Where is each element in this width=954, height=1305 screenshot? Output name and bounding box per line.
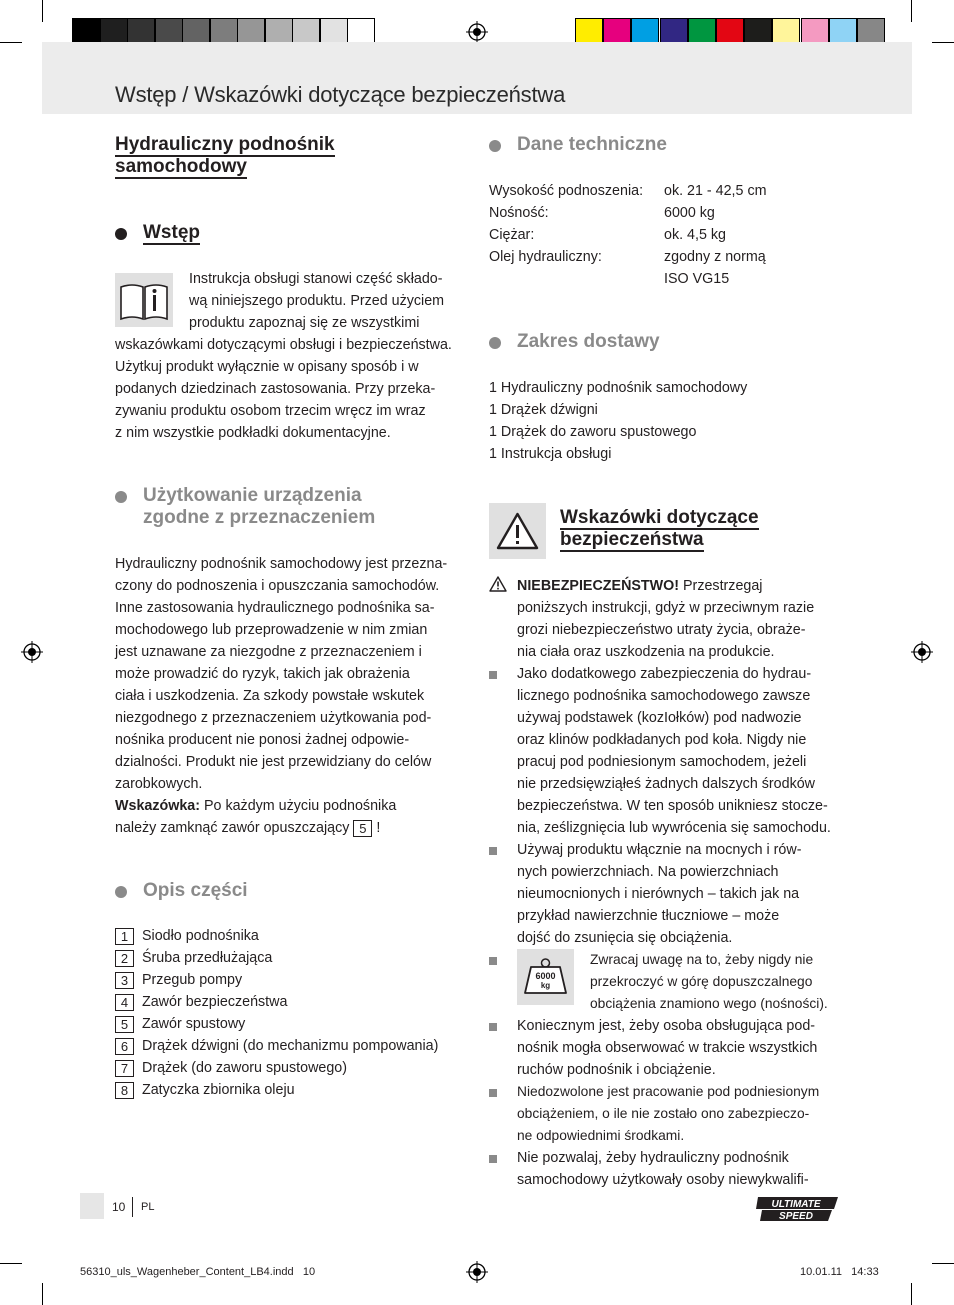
usage-heading-line1: Użytkowanie urządzenia <box>143 485 362 506</box>
usage-line: jest uznawane za niezgodne z przeznaczeniem i <box>115 644 422 660</box>
usage-note <box>115 817 380 839</box>
registration-mark-icon <box>466 21 488 43</box>
tech-label: Olej hydrauliczny: <box>489 249 602 265</box>
crop-mark <box>911 1283 912 1305</box>
bullet-dot-icon <box>115 491 127 503</box>
safety-bullet-line: ne odpowiednimi środkami. <box>517 1128 685 1143</box>
tech-value: ok. 21 - 42,5 cm <box>664 183 767 199</box>
tech-label: Ciężar: <box>489 227 535 243</box>
page-number-box <box>80 1193 104 1219</box>
safety-bullet-line: nieumocnionych i nierównych – takich jak na <box>517 886 800 902</box>
tech-heading-text: Dane techniczne <box>517 134 667 155</box>
safety-bullet-line: nia, ześlizgnięcia lub wywrócenia się samochodu. <box>517 820 831 836</box>
safety-bullet-line: Koniecznym jest, żeby osoba obsługująca pod- <box>517 1018 816 1034</box>
crop-mark <box>0 42 22 43</box>
intro-line: wskazówkami dotyczącymi obsługi i bezpieczeństwa. <box>115 337 452 353</box>
usage-line: czony do podnoszenia i opuszczania samochodów. <box>115 578 440 594</box>
safety-bullet-line: Nie pozwalaj, żeby hydrauliczny podnośnik <box>517 1150 789 1166</box>
safety-bullet-line: dojść do zsunięcia się obciążenia. <box>517 930 733 946</box>
part-number-box: 5 <box>353 820 372 837</box>
registration-mark-icon <box>466 1261 488 1283</box>
intro-line: Użytkuj produkt wyłącznie w opisany sposób i w <box>115 359 419 375</box>
usage-heading-line2: zgodne z przeznaczeniem <box>143 507 376 528</box>
logo-word-speed: SPEED <box>779 1211 813 1222</box>
safety-bullet-line: obciążeniem, o ile nie zostało ono zabezpieczo- <box>517 1106 810 1121</box>
part-number-box: 4 <box>115 994 134 1011</box>
intro-heading-text: Wstęp <box>143 222 200 243</box>
square-bullet-icon <box>489 671 497 679</box>
safety-bullet-line: pracuj pod podniesionym samochodem, jeżeli <box>517 754 807 770</box>
main-title-line1: Hydrauliczny podnośnik <box>115 134 335 155</box>
print-date: 10.01.11 14:33 <box>800 1266 879 1278</box>
part-label: Drążek dźwigni (do mechanizmu pompowania) <box>142 1038 439 1054</box>
usage-line: Inne zastosowania hydraulicznego podnośnika sa- <box>115 600 435 616</box>
part-number-box: 1 <box>115 928 134 945</box>
manual-info-icon <box>115 273 173 327</box>
square-bullet-icon <box>489 1089 497 1097</box>
danger-line <box>517 575 762 597</box>
crop-mark <box>42 1283 43 1305</box>
part-label: Zatyczka zbiornika oleju <box>142 1082 295 1098</box>
usage-line: zarobkowych. <box>115 776 203 792</box>
part-item <box>115 1013 245 1035</box>
safety-bullet-line: używaj podstawek (kozIołków) pod nadwozie <box>517 710 802 726</box>
part-item <box>115 947 272 969</box>
note-text: Po każdym użyciu podnośnika <box>200 798 397 814</box>
logo-word-ultimate: ULTIMATE <box>771 1199 821 1210</box>
part-item <box>115 925 259 947</box>
safety-bullet-line: nie przedsięwziąłeś żadnych dalszych środków <box>517 776 815 792</box>
safety-bullet-line: przekroczyć w górę dopuszczalnego <box>590 974 813 989</box>
usage-line: dzialności. Produkt nie jest przewidziany do celów <box>115 754 432 770</box>
part-item <box>115 1057 347 1079</box>
part-label: Zawór bezpieczeństwa <box>142 994 288 1010</box>
safety-bullet-line: samochodowy użytkowały osoby niewykwalifi- <box>517 1172 809 1188</box>
square-bullet-icon <box>489 957 497 965</box>
part-number-box: 3 <box>115 972 134 989</box>
part-label: Przegub pompy <box>142 972 243 988</box>
registration-mark-icon <box>21 641 43 663</box>
danger-line: grozi niebezpieczeństwo utraty życia, obraże- <box>517 622 806 638</box>
part-item <box>115 991 287 1013</box>
crop-mark <box>932 1263 954 1264</box>
warning-triangle-icon <box>489 503 546 559</box>
main-title-line2: samochodowy <box>115 156 247 177</box>
intro-line: wą niniejszego produktu. Przed użyciem <box>189 293 445 309</box>
intro-line: Instrukcja obsługi stanowi część składo- <box>189 271 443 287</box>
part-number-box: 5 <box>115 1016 134 1033</box>
max-load-weight-icon <box>517 949 574 1005</box>
danger-line: poniższych instrukcji, gdyż w przeciwnym razie <box>517 600 815 616</box>
square-bullet-icon <box>489 847 497 855</box>
square-bullet-icon <box>489 1155 497 1163</box>
note-text: należy zamknąć zawór opuszczający <box>115 820 354 836</box>
safety-bullet-line: nośnik mogła obserwować w trakcie wszystkich <box>517 1040 818 1056</box>
danger-text: Przestrzegaj <box>679 578 763 594</box>
note-label: Wskazówka: <box>115 798 201 814</box>
intro-line: z nim wszystkie podkładki dokumentacyjne. <box>115 425 391 441</box>
crop-mark <box>0 1263 22 1264</box>
delivery-item: 1 Drążek do zaworu spustowego <box>489 424 697 440</box>
safety-bullet-line: Zwracaj uwagę na to, żeby nigdy nie <box>590 952 814 967</box>
part-number-box: 7 <box>115 1060 134 1077</box>
safety-bullet-line: ruchów podnośnik i obciążenie. <box>517 1062 716 1078</box>
weight-icon-unit: kg <box>540 981 551 990</box>
tech-label: Nośność: <box>489 205 549 221</box>
usage-line: nośnika producent nie ponosi żadnej odpowie- <box>115 732 410 748</box>
bullet-dot-icon <box>489 140 501 152</box>
safety-bullet-line: oraz klinów podkładanych pod koła. Nigdy nie <box>517 732 807 748</box>
part-number-box: 2 <box>115 950 134 967</box>
usage-note <box>115 795 396 817</box>
tech-value: 6000 kg <box>664 205 715 221</box>
page-number: 10 <box>112 1200 126 1214</box>
safety-bullet-line: obciążenia znamiono wego (nośności). <box>590 996 828 1011</box>
safety-heading-line1: Wskazówki dotyczące <box>560 507 759 528</box>
bullet-dot-icon <box>115 228 127 240</box>
safety-bullet-line: przykład nawierzchnie tłuczniowe – może <box>517 908 780 924</box>
safety-heading <box>560 507 759 551</box>
intro-line: zywaniu produktu osobom trzecim wręcz im wraz <box>115 403 426 419</box>
weight-icon-text: 6000 <box>535 971 556 981</box>
danger-line: nia ciała oraz uszkodzenia na produkcie. <box>517 644 775 660</box>
warning-small-icon <box>489 576 507 592</box>
crop-mark <box>42 0 43 22</box>
safety-bullet-line: Niedozwolone jest pracowanie pod podniesionym <box>517 1084 820 1099</box>
part-label: Zawór spustowy <box>142 1016 246 1032</box>
part-item <box>115 1079 295 1101</box>
usage-line: może prowadzić do ryzyk, takich jak obrażenia <box>115 666 410 682</box>
safety-heading-line2: bezpieczeństwa <box>560 529 704 550</box>
part-item <box>115 969 242 991</box>
part-number-box: 8 <box>115 1082 134 1099</box>
tech-label: Wysokość podnoszenia: <box>489 183 644 199</box>
intro-line: podanych dziedzinach zastosowania. Przy przeka- <box>115 381 436 397</box>
ultimate-speed-logo <box>754 1195 840 1223</box>
usage-line: ciała i uszkodzenia. Za szkody powstałe wskutek <box>115 688 425 704</box>
delivery-heading-text: Zakres dostawy <box>517 331 660 352</box>
tech-value: ISO VG15 <box>664 271 730 287</box>
part-label: Siodło podnośnika <box>142 928 259 944</box>
file-info: 56310_uls_Wagenheber_Content_LB4.indd 10 <box>80 1266 316 1278</box>
bullet-dot-icon <box>115 886 127 898</box>
safety-bullet-line: Jako dodatkowego zabezpieczenia do hydrau- <box>517 666 812 682</box>
footer-divider <box>132 1197 133 1217</box>
tech-value: ok. 4,5 kg <box>664 227 726 243</box>
part-label: Śruba przedłużająca <box>142 950 273 966</box>
usage-line: niezgodnego z przeznaczeniem użytkowania pod- <box>115 710 432 726</box>
language-code: PL <box>141 1201 155 1213</box>
part-item <box>115 1035 438 1057</box>
crop-mark <box>932 42 954 43</box>
bullet-dot-icon <box>489 337 501 349</box>
parts-heading-text: Opis części <box>143 880 248 901</box>
square-bullet-icon <box>489 1023 497 1031</box>
danger-label: NIEBEZPIECZEŃSTWO! <box>517 578 680 594</box>
delivery-item: 1 Drążek dźwigni <box>489 402 598 418</box>
usage-line: mochodowego lub przeprowadzenie w nim zmian <box>115 622 428 638</box>
safety-bullet-line: licznego podnośnika samochodowego zawsze <box>517 688 811 704</box>
safety-bullet-line: nych powierzchniach. Na powierzchniach <box>517 864 779 880</box>
tech-value: zgodny z normą <box>664 249 766 265</box>
delivery-item: 1 Instrukcja obsługi <box>489 446 612 462</box>
part-number-box: 6 <box>115 1038 134 1055</box>
page-title: Wstęp / Wskazówki dotyczące bezpieczeństwa <box>115 82 566 107</box>
safety-bullet-line: bezpieczeństwa. W ten sposób unikniesz stocze- <box>517 798 828 814</box>
registration-mark-icon <box>911 641 933 663</box>
intro-line: produktu zapoznaj się ze wszystkimi <box>189 315 420 331</box>
note-end: ! <box>372 820 381 836</box>
main-title <box>115 134 335 178</box>
usage-line: Hydrauliczny podnośnik samochodowy jest przezna- <box>115 556 448 572</box>
crop-mark <box>911 0 912 22</box>
delivery-item: 1 Hydrauliczny podnośnik samochodowy <box>489 380 748 396</box>
safety-bullet-line: Używaj produktu włącznie na mocnych i rów- <box>517 842 802 858</box>
part-label: Drążek (do zaworu spustowego) <box>142 1060 348 1076</box>
